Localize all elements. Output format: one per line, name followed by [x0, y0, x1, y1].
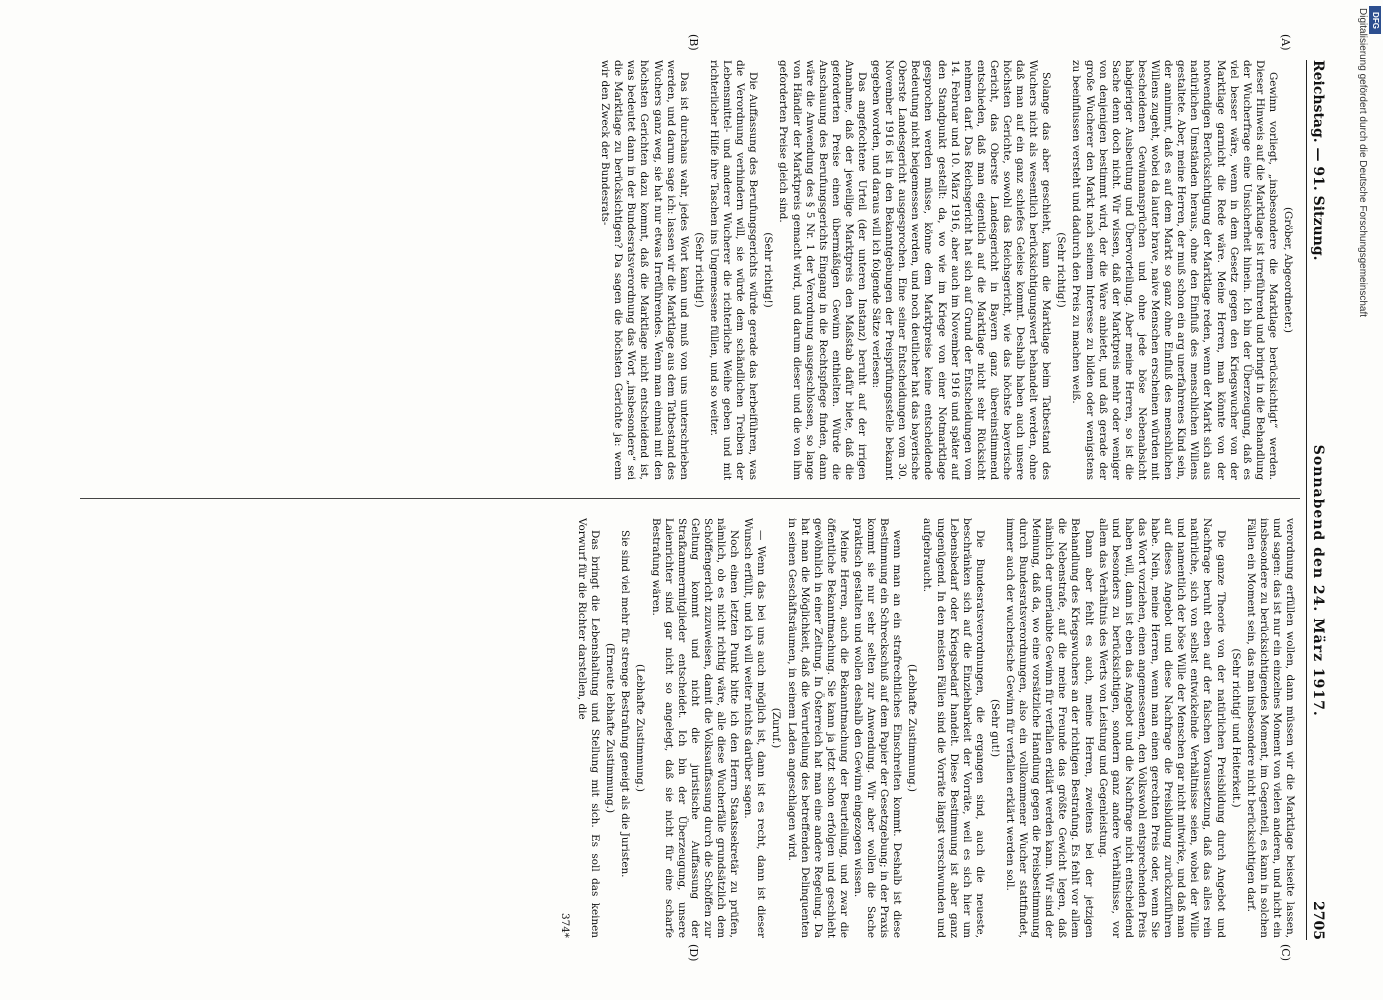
right-column-paragraph: wenn man an ein strafrechtliches Einschreiten kommt. Deshalb ist diese Bestimmung ein Schreckschuß auf dem Papier der Gesetzgebung; in der Praxis kommt sie nur sehr selten zur Anwendung. Wir aber wollen die Sache praktisch gestalten und wollen deshalb den Gewinn eingezogen wissen. [852, 518, 904, 938]
right-column-paragraph: — Wenn das bei uns auch möglich ist, dann ist es recht, dann ist dieser Wunsch erfüllt, und ich will weiter nichts darüber sagen. [742, 518, 768, 938]
digitization-credit: Digitalisierung gefördert durch die Deutsche Forschungsgemeinschaft [1357, 8, 1368, 318]
right-column-paragraph: Dann aber fehlt es auch, meine Herren, zweitens bei der jetzigen Behandlung des Kriegswuchers an der richtigen Bestrafung. Es fehlt vor allem die Nebenstrafe, auf die meine Freunde das größte Gewicht legen, daß nämlich der unerlaubte Gewinn für verfallen erklärt werden kann. Wir sind der Meinung, daß da, wo eine vorsätzliche Handlung gegen die Preisbestimmung durch Bundesratsverordnungen, also ein vollkommener Wucher stattfindet, immer auch der wucherische Gewinn für verfallen erklärt werden soll. [1004, 518, 1095, 938]
right-column-paragraph: Meine Herren, auch die Bekanntmachung der Beurteilung, und zwar die öffentliche Bekanntmachung. Sie kann ja jetzt schon erfolgen und geschieht gewöhnlich in einer Zeitung. In Österreich hat man eine andere Regelung. Da hat man die Möglichkeit, daß die Verurteilung des betreffenden Delinquenten in seinen Geschäftsräumen, in seinem Laden angeschlagen wird. [785, 518, 850, 938]
right-column-paragraph: verordnung erfüllen wollen, dann müssen wir die Marktlage beiseite lassen, und sagen: das ist nur ein einzelnes Moment von vielen anderen, und nicht ein insbesondere zu berücksichtigendes Moment, im Gegenteil, es kann in solchen Fällen ein Moment sein, das man insbesondere nicht berücksichtigen darf. [1244, 518, 1296, 938]
page-header [1306, 60, 1340, 940]
margin-marker-c: (C) [1279, 944, 1292, 961]
left-column-paragraph: Das angefochtene Urteil (der unteren Instanz) beruht auf der irrigen Annahme, daß der jeweilige Marktpreis den Maßstab dafür biete, daß die geforderten Preise einen übermäßigen Gewinn enthielten. Würde die Anschauung des Berufungsgerichts Eingang in die Rechtspflege finden, dann wäre die Anwendung des § 5 Nr. 1 der Verordnung ausgeschlossen, so lange von Händler der Marktpreis gemacht wird, und darum dieser und die von ihm geforderten Preise gleich sind. [777, 60, 868, 480]
right-column-paragraph: Sie sind viel mehr für strenge Bestrafung geneigt als die Juristen. [619, 530, 632, 878]
right-column-paragraph: Das bringt die Lebenshaltung und Stellung mit sich. Es soll das keinen Vorwurf für die Richter darstellen, die [576, 518, 602, 938]
right-column-paragraph: (Sehr richtig! und Heiterkeit.) [1229, 648, 1242, 808]
right-column-paragraph: (Erneute lebhafte Zustimmung.) [604, 642, 617, 814]
margin-marker-a: (A) [1279, 34, 1292, 51]
left-column-paragraph: (Sehr richtig!) [762, 232, 775, 308]
right-column-paragraph: Die Bundesratsverordnungen, die ergangen sind, auch die neueste, beschränken sich auf die Einziehbarkeit der Vorräte, weil es sich hier um Lebensbedarf oder Kriegsbedarf handelt. Diese Bestimmung ist aber ganz ungenügend. In den meisten Fällen sind die Vorräte längst verschwunden und aufgebraucht. [921, 518, 986, 938]
page-number: 2705 [1310, 901, 1326, 940]
right-column-paragraph: 374* [559, 912, 572, 938]
column-divider [80, 498, 1300, 499]
right-column-paragraph: Noch einen letzten Punkt bitte ich den Herrn Staatssekretär zu prüfen, nämlich, ob es nicht richtig wäre, alle diese Wucherfälle grundsätzlich dem Schöffengericht zuzuweisen, damit die Volksauffassung durch die Schöffen zur Geltung kommt und nicht die juristische Auffassung der Strafkammermitglieder entscheidet. Ich bin der Überzeugung, unsere Laienrichter sind gar nicht so angelegt, daß sie nicht für eine scharfe Bestrafung wären. [649, 518, 741, 938]
dfg-logo: DFG [1369, 6, 1381, 34]
header-date: Sonnabend den 24. März 1917. [1310, 444, 1326, 717]
left-column-paragraph: Die Auffassung des Berufungsgerichts würde gerade das herbeiführen, was die Verordnung verhindern will, sie würde dem schändlichen Treiben der Lebensmittel- und anderer Wucherer die richterliche Weihe geben und mit richterlicher Hilfe ihre Taschen ins Ungemessene füllen, und so weiter. [707, 60, 760, 480]
left-column-paragraph: Solange das aber geschieht, kann die Marktlage beim Tatbestand des Wuchers nicht als wesentlich berücksichtigungswert behandelt werden, ohne daß man auf ein ganz schiefes Geleise kommt. Deshalb haben auch unsere höchsten Gerichte, sowohl das Reichsgericht, wie das höchste bayerische Gericht, das Oberste Landesgericht in Bayern ganz übereinstimmend entschieden, daß man eigentlich auf die Marktlage nicht sehr Rücksicht nehmen darf. Das Reichsgericht hat sich auf Grund der Entscheidungen vom 14. Februar und 10. März 1916, aber auch im November 1916 und später auf den Standpunkt gestellt: da, wo wie im Kriege von einer Notmarktlage gesprochen werden müsse, könne dem Marktpreise keine entscheidende Bedeutung nicht beigemessen werden, und noch deutlicher hat das bayerische Oberste Landesgericht ausgesprochen. Eine seiner Entscheidungen vom 30. November 1916 ist in den Bekanntgebungen der Preisprüfungsstelle bekannt gegeben worden, und daraus will ich folgende Sätze verlesen: [870, 60, 1053, 480]
left-text-column [81, 60, 1296, 480]
right-text-column [81, 518, 1296, 938]
header-left: Reichstag. — 91. Sitzung. [1310, 60, 1326, 261]
right-column-paragraph: (Zuruf.) [770, 707, 783, 749]
rotated-page-content [70, 34, 1340, 962]
left-column-paragraph: Das ist durchaus wahr, jedes Wort kann und muß von uns unterschrieben werden, und darum sage ich: lassen wir die Marktlage aus dem Tatbestand des Wuchers ganz weg, sie hat nur etwas Irreführendes. Wenn man einmal mit den höchsten Gerichten dazu kommt, daß die Marktlage nicht entscheidend ist, was bedeutet dann in der Bundesratsverordnung das Wort „insbesondere“ sei die Marktlage zu berücksichtigen? Da sagen die höchsten Gerichte ja: wenn wir den Zweck der Bundesrats- [599, 60, 690, 480]
right-column-paragraph: (Sehr gut!) [988, 698, 1001, 758]
right-column-paragraph: Die ganze Theorie von der natürlichen Preisbildung durch Angebot und Nachfrage beruht eben auf der falschen Voraussetzung, daß das alles rein natürliche, sich von selbst entwickelnde Verhältnisse seien, wobei der Wille und namentlich der böse Wille der Menschen gar nicht mitwirke, und daß man auf dieses Angebot und diese Nachfrage die Preisbildung zurückzuführen habe. Nein, meine Herren, wenn man einen gerechten Preis oder, wenn Sie das Wort vorziehen, einen angemessenen, den Volkswohl entsprechenden Preis haben will, dann ist eben das Angebot und die Nachfrage nicht entscheidend und besonders zu berücksichtigen, sondern ganz andere Verhältnisse, vor allem das Verhältnis des Werts von Leistung und Gegenleistung. [1096, 518, 1227, 938]
margin-marker-d: (D) [687, 944, 700, 962]
left-column-paragraph: Gewinn vorliegt, „insbesondere die Marktlage berücksichtigt“ werden. Dieser Hinweis auf die Marktlage ist irreführend und bringt in die Behandlung der Wucherfrage eine Unsicherheit hinein. Ich bin der Überzeugung, daß es viel besser wäre, wenn in dem Gesetz gegen den Kriegswucher von der Marktlage garnicht die Rede wäre. Meine Herren, man könnte von der notwendigen Berücksichtigung der Marktlage reden, wenn der Markt sich aus natürlichen Umständen heraus, ohne den Einfluß des menschlichen Willens gestaltete. Aber, meine Herren, der muß schon ein arg unerfahrenes Kind sein, der annimmt, daß es auf dem Markt so ganz ohne Einfluß des menschlichen Willens zugeht, wobei da lauter brave, naive Menschen erscheinen würden mit bescheidenen Gewinnansprüchen und ohne jede böse Nebenabsicht habgieriger Ausbeutung und Übervorteilung. Aber meine Herren, so ist die Sache denn doch nicht. Wir wissen, daß der Marktpreis mehr oder weniger von denjenigen bestimmt wird, der die Ware anbietet, und daß gerade der große Wucherer den Markt nach seinem Interesse zu bilden oder wenigstens zu beeinflussen versteht und dadurch den Preis zu machen weiß. [1070, 60, 1279, 480]
left-column-paragraph: (Gröber, Abgeordneter.) [1282, 207, 1294, 333]
right-column-paragraph: (Lebhafte Zustimmung.) [634, 664, 647, 792]
margin-marker-b: (B) [687, 34, 700, 51]
left-column-paragraph: (Sehr richtig!) [1055, 232, 1068, 308]
left-column-paragraph: (Sehr richtig!) [692, 232, 705, 308]
right-column-paragraph: (Lebhafte Zustimmung.) [906, 664, 919, 792]
